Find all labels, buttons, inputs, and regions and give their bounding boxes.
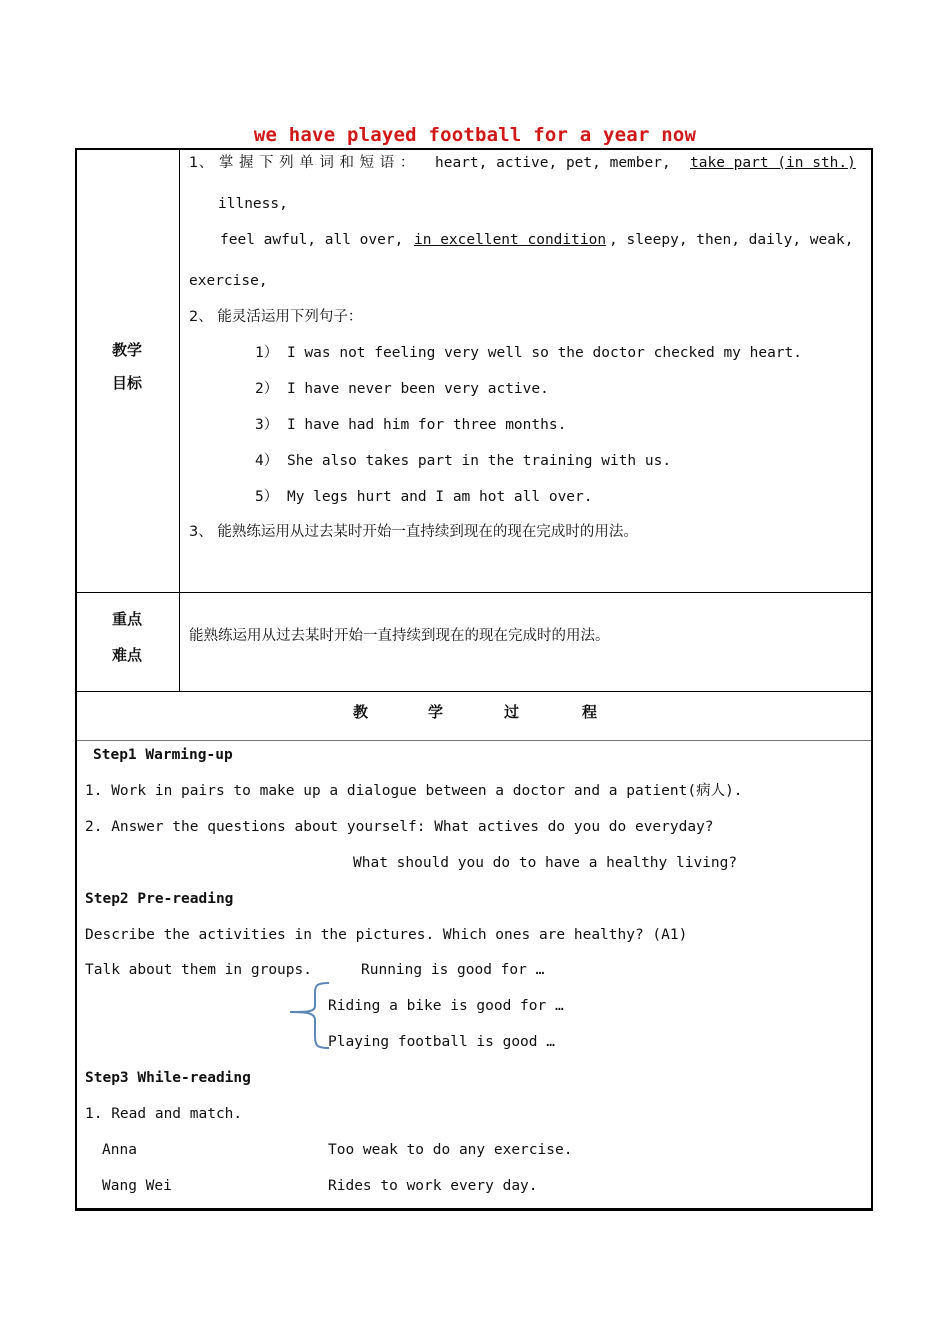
key-points-label-2: 难点	[112, 646, 143, 664]
sentence-3: 3） I have had him for three months.	[255, 417, 567, 433]
brace-item-3: Playing football is good …	[328, 1034, 555, 1050]
sentence-5: 5） My legs hurt and I am hot all over.	[255, 489, 593, 505]
step1-item1: 1. Work in pairs to make up a dialogue between a doctor and a patient(病人).	[85, 783, 743, 799]
process-header-char-3: 过	[504, 703, 520, 721]
objective-3: 3、 能熟练运用从过去某时开始一直持续到现在的现在完成时的用法。	[189, 524, 638, 540]
key-points-text: 能熟练运用从过去某时开始一直持续到现在的现在完成时的用法。	[189, 628, 610, 644]
objective-2: 2、 能灵活运用下列句子：	[189, 309, 363, 325]
objective-1-line3-phrase: in excellent condition	[414, 232, 607, 248]
step1-item2: 2. Answer the questions about yourself: What actives do you do everyday?	[85, 819, 714, 835]
match-desc-2: Rides to work every day.	[328, 1178, 538, 1194]
objective-1-line2: illness,	[218, 196, 288, 212]
step1-title: Step1 Warming-up	[93, 747, 233, 763]
row-divider-3	[77, 740, 871, 741]
match-desc-1: Too weak to do any exercise.	[328, 1142, 573, 1158]
objective-1-words: heart, active, pet, member,	[435, 155, 671, 171]
objective-1-phrase: take part (in sth.)	[690, 155, 856, 171]
step2-line1: Describe the activities in the pictures. Which ones are healthy? (A1)	[85, 927, 688, 943]
objectives-label-1: 教学	[112, 341, 143, 359]
column-divider-1	[179, 150, 180, 592]
row-divider-1	[77, 592, 871, 593]
process-header-char-1: 教	[353, 703, 369, 721]
objective-1-prefix: 1、 掌 握 下 列 单 词 和 短 语 ：	[189, 155, 415, 171]
step3-title: Step3 While-reading	[85, 1070, 251, 1086]
objective-1-line4: exercise,	[189, 273, 268, 289]
brace-item-2: Riding a bike is good for …	[328, 998, 564, 1014]
column-divider-2	[179, 593, 180, 691]
sentence-2: 2） I have never been very active.	[255, 381, 549, 397]
step3-item1: 1. Read and match.	[85, 1106, 243, 1122]
step2-line2: Talk about them in groups.	[85, 962, 312, 978]
step2-title: Step2 Pre-reading	[85, 891, 234, 907]
row-divider-2	[77, 691, 871, 692]
step1-item2b: What should you do to have a healthy living?	[353, 855, 738, 871]
brace-item-1: Running is good for …	[361, 962, 545, 978]
objectives-label-2: 目标	[112, 374, 143, 392]
document-title: we have played football for a year now	[253, 124, 697, 146]
match-name-2: Wang Wei	[102, 1178, 172, 1194]
objective-1-line3-b: , sleepy, then, daily, weak,	[609, 232, 854, 248]
process-header-char-4: 程	[582, 703, 598, 721]
match-name-1: Anna	[102, 1142, 137, 1158]
key-points-label-1: 重点	[112, 610, 143, 628]
sentence-1: 1） I was not feeling very well so the doctor checked my heart.	[255, 345, 803, 361]
objective-1-line3-a: feel awful, all over,	[220, 232, 404, 248]
sentence-4: 4） She also takes part in the training with us.	[255, 453, 672, 469]
process-header-char-2: 学	[428, 703, 444, 721]
